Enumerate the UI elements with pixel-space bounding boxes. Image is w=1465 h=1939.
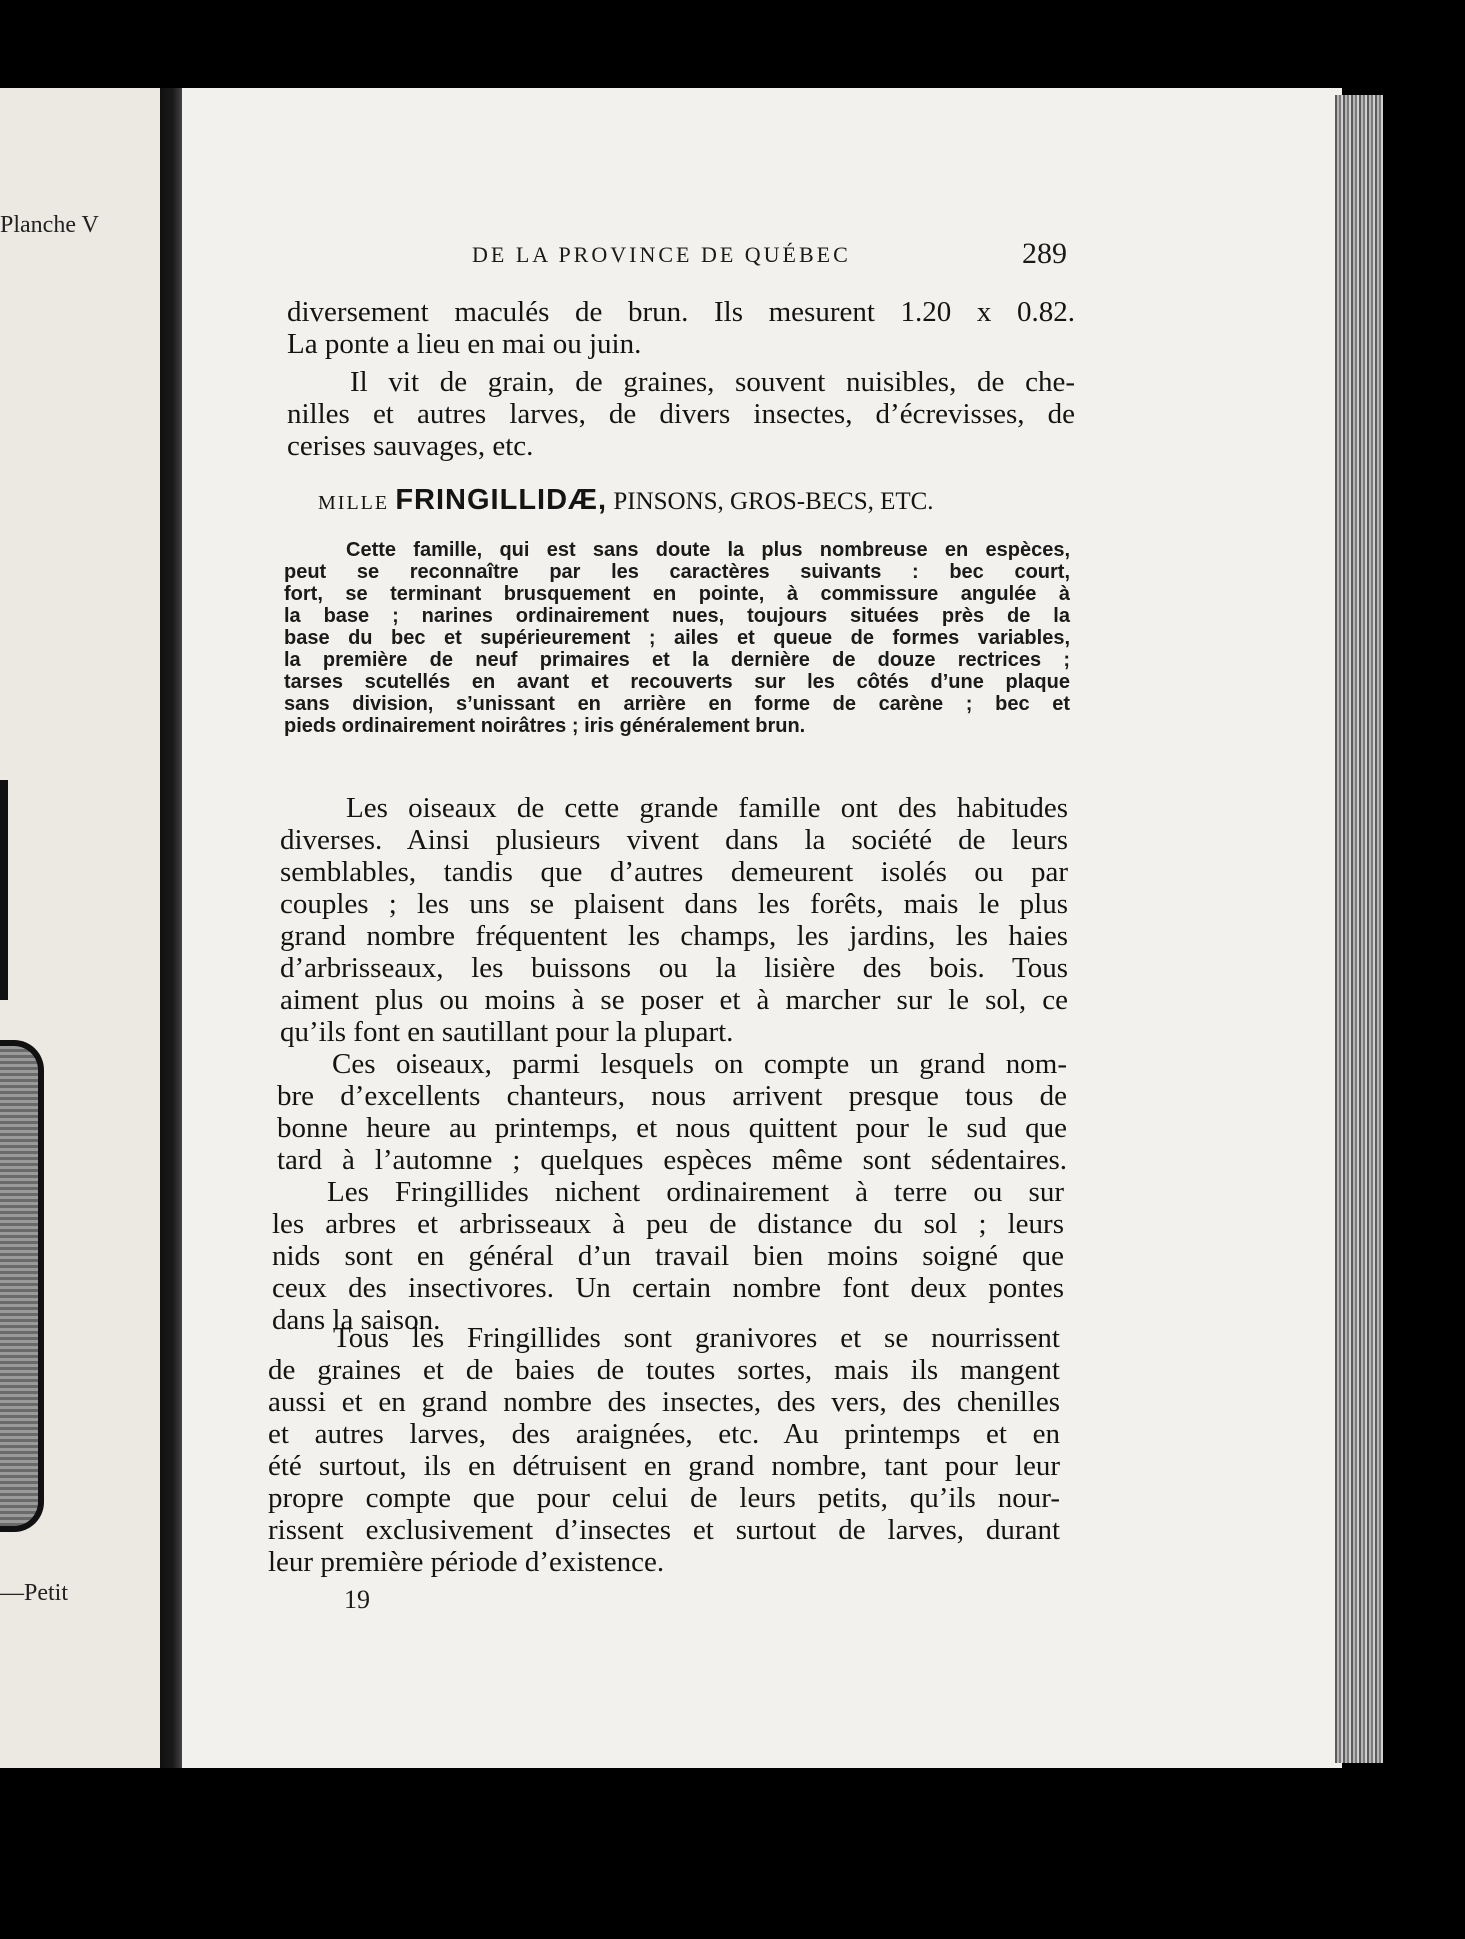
text-line: tard à l’automne ; quelques espèces même sont sédentaires. [277, 1144, 1067, 1176]
text-line: diverses. Ainsi plusieurs vivent dans la société de leurs [280, 824, 1068, 856]
text-line: grand nombre fréquentent les champs, les jardins, les haies [280, 920, 1068, 952]
text-line: de graines et de baies de toutes sortes, mais ils mangent [268, 1354, 1060, 1386]
text-line: propre compte que pour celui de leurs petits, qu’ils nour- [268, 1482, 1060, 1514]
text-line: fort, se terminant brusquement en pointe, à commissure angulée à [284, 583, 1070, 605]
family-heading [318, 484, 934, 517]
text-line: et autres larves, des araignées, etc. Au printemps et en [268, 1418, 1060, 1450]
text-line: aiment plus ou moins à se poser et à marcher sur le sol, ce [280, 984, 1068, 1016]
plate-image-edge [0, 1040, 44, 1532]
text-line: ceux des insectivores. Un certain nombre font deux pontes [272, 1272, 1064, 1304]
text-line: d’arbrisseaux, les buissons ou la lisière des bois. Tous [280, 952, 1068, 984]
text-line: dans la saison. [272, 1304, 441, 1336]
text-line: la base ; narines ordinairement nues, toujours situées près de la [284, 605, 1070, 627]
text-line: les arbres et arbrisseaux à peu de distance du sol ; leurs [272, 1208, 1064, 1240]
top-paragraph [287, 296, 1075, 360]
page-number: 289 [1022, 237, 1067, 270]
text-line: bre d’excellents chanteurs, nous arrivent presque tous de [277, 1080, 1067, 1112]
left-page-header: Planche V [0, 212, 99, 238]
singers-paragraph [277, 1048, 1067, 1176]
text-line: Cette famille, qui est sans doute la plus nombreuse en espèces, [346, 539, 1070, 561]
text-line: Les oiseaux de cette grande famille ont des habitudes [346, 792, 1068, 824]
text-line: base du bec et supérieurement ; ailes et queue de formes variables, [284, 627, 1070, 649]
text-line: couples ; les uns se plaisent dans les forêts, mais le plus [280, 888, 1068, 920]
signature-mark: 19 [344, 1585, 370, 1614]
text-line: leur première période d’existence. [268, 1546, 665, 1578]
page-edges [1335, 95, 1383, 1763]
text-line: Tous les Fringillides sont granivores et se nourrissent [333, 1322, 1060, 1354]
text-line: Ces oiseaux, parmi lesquels on compte un grand nom- [332, 1048, 1067, 1080]
text-line: la première de neuf primaires et la dernière de douze rectrices ; [284, 649, 1070, 671]
book-gutter [160, 88, 182, 1768]
text-line: aussi et en grand nombre des insectes, des vers, des chenilles [268, 1386, 1060, 1418]
food-paragraph [268, 1322, 1060, 1578]
left-page-caption: —Petit [0, 1580, 69, 1606]
text-line: bonne heure au printemps, et nous quittent pour le sud que [277, 1112, 1067, 1144]
family-name: FRINGILLIDÆ, [395, 484, 608, 516]
plate-frame-edge [0, 780, 8, 1000]
text-line: peut se reconnaître par les caractères suivants : bec court, [284, 561, 1070, 583]
text-line: cerises sauvages, etc. [287, 430, 534, 462]
habits-paragraph [280, 792, 1068, 1048]
text-line: diversement maculés de brun. Ils mesurent 1.20 x 0.82. [287, 296, 1075, 328]
text-line: Les Fringillides nichent ordinairement à terre ou sur [327, 1176, 1064, 1208]
family-description [284, 539, 1070, 737]
family-common-names: PINSONS, GROS-BECS, ETC. [613, 488, 934, 515]
text-line: tarses scutellés en avant et recouverts sur les côtés d’une plaque [284, 671, 1070, 693]
text-line: pieds ordinairement noirâtres ; iris généralement brun. [284, 715, 806, 737]
text-line: qu’ils font en sautillant pour la plupart. [280, 1016, 734, 1048]
text-line: sans division, s’unissant en arrière en forme de carène ; bec et [284, 693, 1070, 715]
text-line: nids sont en général d’un travail bien moins soigné que [272, 1240, 1064, 1272]
nests-paragraph [272, 1176, 1064, 1336]
text-line: rissent exclusivement d’insectes et surtout de larves, durant [268, 1514, 1060, 1546]
text-line: semblables, tandis que d’autres demeurent isolés ou par [280, 856, 1068, 888]
text-line: été surtout, ils en détruisent en grand nombre, tant pour leur [268, 1450, 1060, 1482]
running-head: DE LA PROVINCE DE QUÉBEC [472, 242, 851, 267]
text-line: Il vit de grain, de graines, souvent nuisibles, de che- [350, 366, 1075, 398]
diet-paragraph [287, 366, 1075, 462]
family-heading-prefix: MILLE [318, 492, 390, 514]
text-line: nilles et autres larves, de divers insectes, d’écrevisses, de [287, 398, 1075, 430]
text-line: La ponte a lieu en mai ou juin. [287, 328, 642, 360]
